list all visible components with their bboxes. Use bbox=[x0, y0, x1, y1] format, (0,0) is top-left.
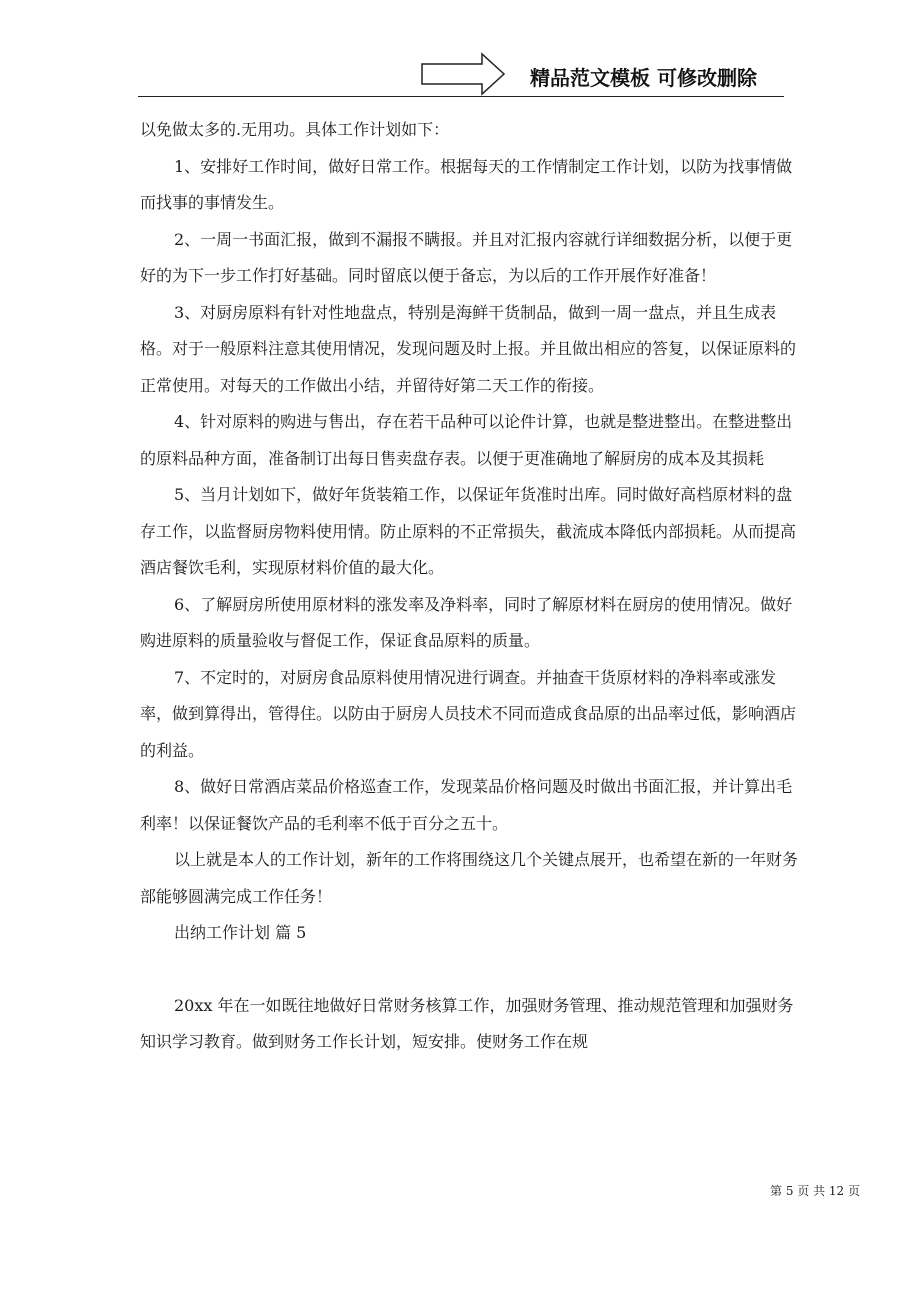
paragraph: 2、一周一书面汇报，做到不漏报不瞒报。并且对汇报内容就行详细数据分析，以便于更好的为下一步工作打好基础。同时留底以便于备忘，为以后的工作开展作好准备！ bbox=[140, 229, 793, 285]
paragraph: 5、当月计划如下，做好年货装箱工作，以保证年货准时出库。同时做好高档原材料的盘存工作，以监督厨房物料使用情。防止原料的不正常损失，截流成本降低内部损耗。从而提高酒店餐饮毛利，实现原材料价值的最大化。 bbox=[140, 485, 797, 577]
paragraph: 以免做太多的.无用功。具体工作计划如下： bbox=[140, 120, 450, 139]
section-heading: 出纳工作计划 篇 5 bbox=[174, 923, 307, 942]
page-number: 第 5 页 共 12 页 bbox=[770, 1184, 860, 1198]
document-body bbox=[140, 112, 800, 1061]
header-rule bbox=[138, 96, 784, 97]
paragraph: 6、了解厨房所使用原材料的涨发率及净料率，同时了解原材料在厨房的使用情况。做好购进原料的质量验收与督促工作，保证食品原料的质量。 bbox=[140, 594, 793, 650]
paragraph: 4、针对原料的购进与售出，存在若干品种可以论件计算，也就是整进整出。在整进整出的原料品种方面，准备制订出每日售卖盘存表。以便于更准确地了解厨房的成本及其损耗 bbox=[140, 412, 793, 468]
paragraph: 3、对厨房原料有针对性地盘点，特别是海鲜干货制品，做到一周一盘点，并且生成表格。对于一般原料注意其使用情况，发现问题及时上报。并且做出相应的答复，以保证原料的正常使用。对每天的工作做出小结，并留待好第二天工作的衔接。 bbox=[140, 302, 797, 395]
paragraph: 1、安排好工作时间，做好日常工作。根据每天的工作情制定工作计划，以防为找事情做而找事的事情发生。 bbox=[140, 156, 793, 212]
paragraph: 20xx 年在一如既往地做好日常财务核算工作，加强财务管理、推动规范管理和加强财务知识学习教育。做到财务工作长计划，短安排。使财务工作在规 bbox=[140, 995, 794, 1051]
paragraph: 8、做好日常酒店菜品价格巡查工作，发现菜品价格问题及时做出书面汇报，并计算出毛利率！以保证餐饮产品的毛利率不低于百分之五十。 bbox=[140, 777, 793, 833]
right-arrow-icon bbox=[420, 52, 506, 96]
paragraph: 7、不定时的，对厨房食品原料使用情况进行调查。并抽查干货原材料的净料率或涨发率，做到算得出，管得住。以防由于厨房人员技术不同而造成食品原的出品率过低，影响酒店的利益。 bbox=[140, 667, 797, 760]
paragraph: 以上就是本人的工作计划，新年的工作将围绕这几个关键点展开，也希望在新的一年财务部能够圆满完成工作任务！ bbox=[140, 850, 799, 906]
header-title: 精品范文模板 可修改删除 bbox=[530, 66, 757, 90]
